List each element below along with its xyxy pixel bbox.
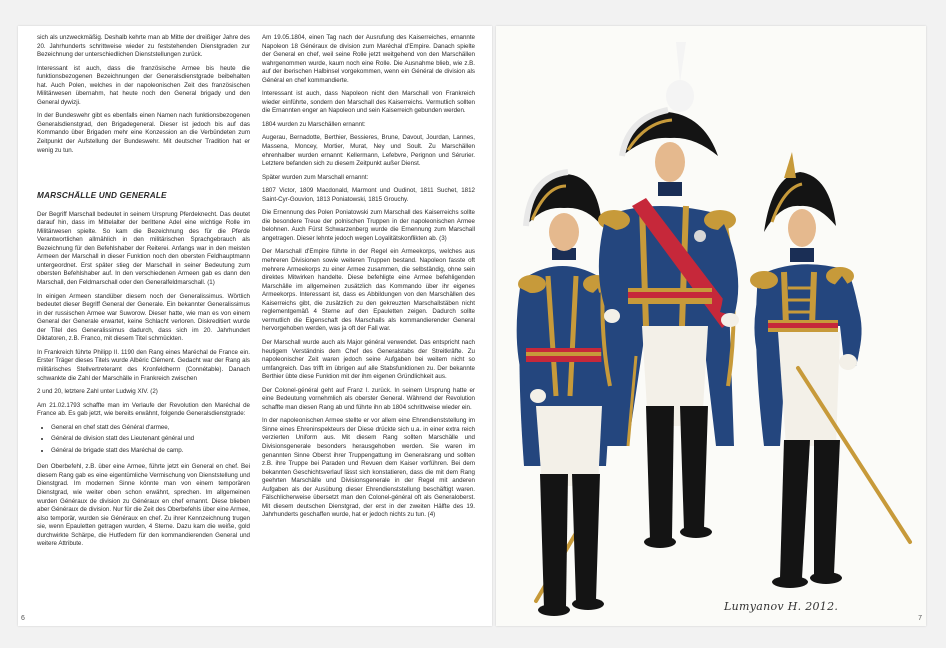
paragraph: Interessant ist auch, dass die französische Armee bis heute die funktionsbezogenen Bezeichnungen der Generalsdienstgrade beibehalten hat. Auch Polen, welches in der napoleonischen Zeit des französischen Militärwesen übernahm, hat heute noch den General brigady und den General dywizji.: [37, 64, 250, 106]
right-page: [496, 26, 926, 626]
paragraph: Der Marschall wurde auch als Major général verwendet. Das entspricht nach heutigem Verständnis dem Chef des Generalstabs der Streitkräfte. Zu napoleonischer Zeit waren jedoch seine Aufgaben bei weitem nicht so umfangreich. Das trifft im übrigen auf alle Stabsfunktionen zu. Der bekannte Berthier übte diese Funktion mit der ihm eigenen Gründlichkeit aus.: [262, 338, 475, 381]
paragraph: In einigen Armeen standüber diesem noch der Generalissimus. Wörtlich bedeutet dieser Begriff General der Generale. Ein bekannter Generalissimus in der russischen Armee war Suworow. Dieser hatte, wie man es von einem General der Generale erwartet, keine Schlacht verloren. Diskreditiert wurde der Titel des Generalissimus dadurch, dass sich im 20. Jahrhundert Diktatoren, z.B. Franco, mit diesem Titel schmückten.: [37, 292, 250, 343]
paragraph: In der Bundeswehr gibt es ebenfalls einen Namen nach funktionsbezogenen Generalsdienstgrad, den Brigadegeneral. Dieser ist jedoch bis auf das Kommando über Brigaden mehr eine Konzession an die Verbündeten zum Zeitpunkt der Aufstellung der Bundeswehr. Mit deutscher Tradition hat er wenig zu tun.: [37, 112, 250, 154]
paragraph: Den Oberbefehl, z.B. über eine Armee, führte jetzt ein General en chef. Bei diesem Rang gab es eine eigentümliche Vermischung von Dienststellung und Dienstgrad. Im modernen Sinne könnte man von einem temporären Dienstgrad, wie weiter oben schon erwähnt, sprechen. Im allgemeinen wurden Généraux de division zu Généraux en chef ernannt. Diese blieben aber Généraux de division. Nur für die Zeit des Oberbefehls über eine Armee, also temporär, wurden sie Généraux en chef. Zu ihrer Kennzeichnung trugen sie, wenn Epauletten getragen wurden, 4 Sterne. Dazu kam die weiße, gold durchwirkte Schärpe, die Hutfedern für den kommandierenden General und weitere Attribute.: [37, 463, 250, 548]
left-page: [18, 26, 492, 626]
marshal-figure-center: [598, 42, 739, 548]
paragraph: Der Marschall d'Empire führte in der Regel ein Armeekorps, welches aus mehreren Divisionen sowie weiteren Truppen bestand. Napoleon fasste oft mehrere Armeekorps zu einer Armee zusammen, die selbständig, ohne sein direktes Mitwirken handelte. Diese befehligte eine Armee befehligenden Marschälle im allgemeinen zusätzlich das Kommando über ihr eigenes Armeekorps. Interessant ist, dass es Abbildungen von den Marschällen des Kaiserreichs gibt, die zusätzlich zu den gekreuzten Marschallstäben nicht reglementgemäß 4 Sterne auf den Epauletten zeigen. Dadurch sollte vermutlich die Eigenschaft des Marschalls als kommandierender General hervorgehoben werden, was ja oft der Fall war.: [262, 248, 475, 333]
paragraph: 2 und 20, letztere Zahl unter Ludwig XIV. (2): [37, 388, 158, 396]
paragraph: Der Begriff Marschall bedeutet in seinem Ursprung Pferdeknecht. Das deutet darauf hin, dass im Mittelalter der berittene Adel eine wichtige Rolle im Militärwesen spielte. So kam die Bezeichnung des für die Pferde Verantwortlichen allmählich in den militärischen Sprachgebrauch als Bezeichnung für den Befehlshaber der Reiterei. Anfangs war in den meisten Armeen der Marschall in dieser Funktion noch den obersten Feldhauptmann untergeordnet. Erst später stieg der Marschall in seiner Bedeutung zum obersten Befehlshaber auf. In den verschiedenen Armeen gab es dann den Marschall, den Feldmarschall oder den Generalfeldmarschall. (1): [37, 210, 250, 287]
paragraph: Der Colonel-général geht auf Franz I. zurück. In seinem Ursprung hatte er eine Bedeutung vornehmlich als oberster General. Während der Revolution schaffte man diesen Rang ab und führte ihn ab 1804 schrittweise wieder ein.: [262, 386, 475, 411]
paragraph: Am 21.02.1793 schaffte man im Verlaufe der Revolution den Maréchal de France ab. Es gab jetzt, wie bereits erwähnt, folgende Generalsdienstgrade:: [37, 401, 250, 418]
paragraph: In der napoleonischen Armee stellte er vor allem eine Ehrendienststellung im Sinne eines Ehreninspekteurs der Diese drückte sich u.a. in einer extra reich verzierten Uniform aus. Mit diesem Rang sollten Marschälle und Divisionsgenerale besonders herausgehoben werden. Sie waren im genannten Sinne Oberst ihrer Truppengattung im Generalsrang und sollten z.B. ihre Truppe bei Paraden und Revuen dem Kaiser vorführen. Bei dem bekannten Geschichtsverlauf lässt sich konstatieren, dass die mit dem Rang geehrten Marschälle und Divisionsgenerale in der Regel mit anderen Aufgaben als der Ausübung dieser Ehrendienststellung beschäftigt waren. Fälschlicherweise übersetzt man den Colonel-général oft als Generaloberst. Mit diesem deutschen Dienstgrad, der erst in der zweiten Hälfte des 19. Jahrhunderts geschaffen wurde, hat er jedoch nichts zu tun. (4): [262, 417, 475, 519]
illustration-three-marshals: [496, 26, 926, 626]
list-item: • Général de division statt des Lieutenant général und: [51, 435, 250, 444]
marshal-figure-right: [750, 152, 910, 588]
list-item: • Général de brigade statt des Maréchal de camp.: [51, 447, 250, 456]
page-number-left: 6: [21, 615, 25, 622]
artist-signature: Lumyanov H. 2012.: [724, 600, 839, 613]
paragraph: Später wurden zum Marschall ernannt:: [262, 173, 369, 181]
paragraph: Am 19.05.1804, einen Tag nach der Ausrufung des Kaiserreiches, ernannte Napoleon 18 Généraux de division zum Maréchal d'Empire. Danach spielte der General en chef, weil seine Rolle jetzt weitgehend von den Marschällen wahrgenommen wurde, kaum noch eine Rolle. Die Ausnahme blieb, wie z.B. auf der iberischen Halbinsel vorgekommen, wenn ein Général de division als Général en chef kommandierte.: [262, 34, 475, 84]
rank-list: [37, 424, 250, 456]
paragraph: sich als unzweckmäßig. Deshalb kehrte man ab Mitte der dreißiger Jahre des 20. Jahrhunderts schrittweise wieder zu feststehenden Dienstgraden zur Bezeichnung der unterschiedlichen Dienststellungen zurück.: [37, 34, 250, 59]
paragraph: In Frankreich führte Philipp II. 1190 den Rang eines Maréchal de France ein. Erster Träger dieses Titels wurde Albéric Clément. Gedacht war der Rang als militärisches Stellvertreteramt des Kronfeldherrn (Connétable). Danach schwankte die Zahl der Marschälle in Frankreich zwischen: [37, 348, 250, 382]
text-column-left: [37, 34, 250, 612]
paragraph: 1804 wurden zu Marschällen ernannt:: [262, 120, 366, 128]
section-heading: MARSCHÄLLE UND GENERALE: [37, 191, 167, 201]
paragraph: Interessant ist auch, dass Napoleon nicht den Marschall von Frankreich wieder einführte, sondern den Marschall des Kaiserreichs. Vermutlich sollten die Ernannten enger an Napoleon und sein Kaiserreich gebunden werden.: [262, 90, 475, 115]
paragraph: Augerau, Bernadotte, Berthier, Bessieres, Brune, Davout, Jourdan, Lannes, Massena, Moncey, Mortier, Murat, Ney und Soult. Zu Marschällen ehrenhalber wurden ernannt: Kellermann, Lefebvre, Perignon und Sérurier. Letztere befanden sich zu diesem Zeitpunkt außer Dienst.: [262, 134, 475, 168]
text-column-right: [262, 34, 475, 612]
paragraph: Die Ernennung des Polen Poniatowski zum Marschall des Kaiserreichs sollte die besondere Treue der polnischen Truppen in der napoleonischen Armee belohnen. Auch Fürst Schwarzenberg wurde die Ernennung zum Marschall angetragen. Dieser lehnte jedoch wegen Loyalitätskonflikten ab. (3): [262, 209, 475, 242]
page-number-right: 7: [918, 615, 922, 622]
paragraph: 1807 Victor, 1809 Macdonald, Marmont und Oudinot, 1811 Suchet, 1812 Saint-Cyr-Gouvion, 1813 Poniatowski, 1815 Grouchy.: [262, 187, 475, 203]
list-item: • General en chef statt des Général d'armee,: [51, 424, 250, 433]
marshal-figure-left: [517, 172, 610, 616]
